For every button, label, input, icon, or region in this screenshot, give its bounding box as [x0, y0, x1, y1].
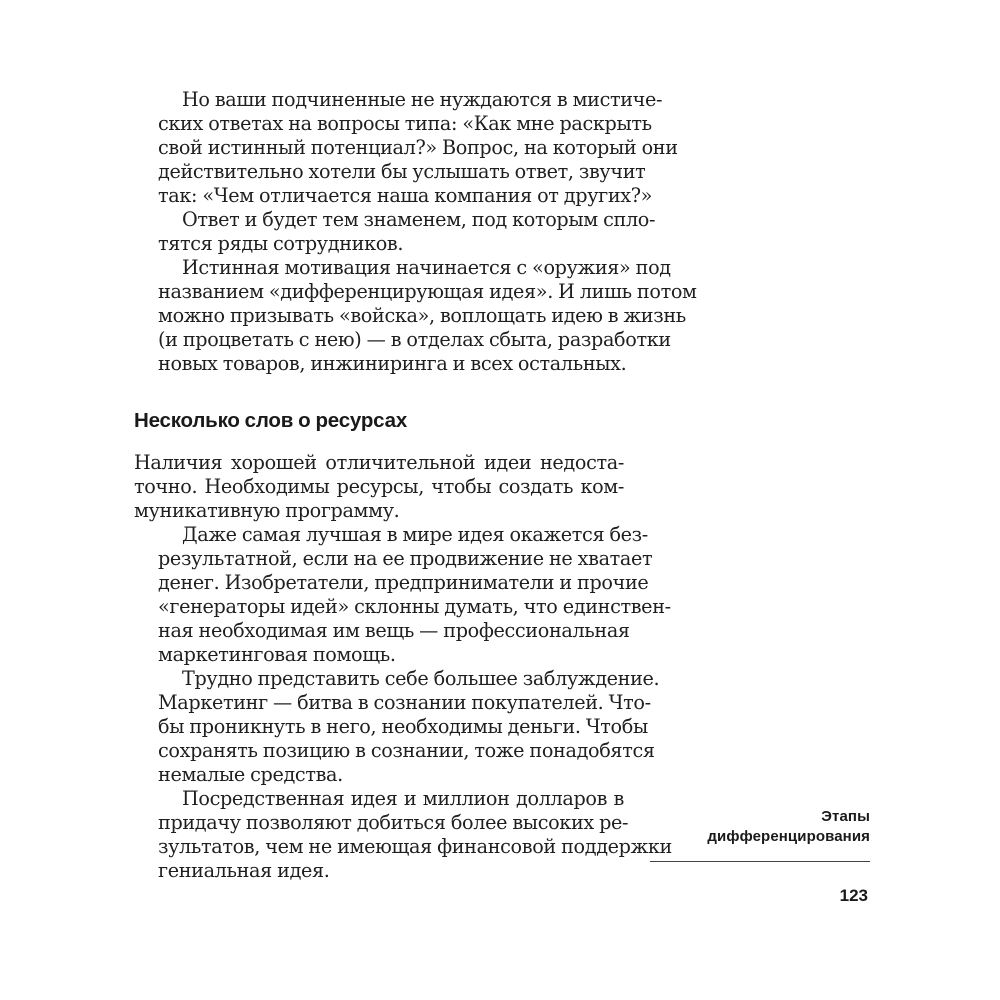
text-line: сохранять позицию в сознании, тоже понадобятся	[158, 739, 655, 762]
text-line: точно. Необходимы ресурсы, чтобы создать ком-	[134, 475, 624, 498]
text-line: Даже самая лучшая в мире идея окажется без-	[182, 523, 648, 546]
page-number: 123	[839, 886, 868, 905]
text-line: «генераторы идей» склонны думать, что единствен-	[158, 595, 671, 618]
running-head	[650, 807, 870, 847]
text-line: муникативную программу.	[134, 499, 400, 522]
text-line: (и процветать с нею) — в отделах сбыта, разработки	[158, 328, 671, 351]
paragraph	[134, 256, 697, 376]
text-line: Наличия хорошей отличительной идеи недоста-	[134, 451, 624, 474]
divider-rule	[650, 861, 870, 862]
running-head-line: Этапы	[821, 808, 870, 825]
text-line: названием «дифференцирующая идея». И лишь потом	[158, 280, 697, 303]
text-line: можно призывать «войска», воплощать идею в жизнь	[158, 304, 686, 327]
text-line: ная необходимая им вещь — профессиональная	[158, 619, 630, 642]
text-line: зультатов, чем не имеющая финансовой поддержки	[158, 835, 672, 858]
text-line: Истинная мотивация начинается с «оружия» под	[182, 256, 671, 279]
paragraph	[134, 667, 660, 787]
text-line: Трудно представить себе большее заблуждение.	[182, 667, 660, 690]
text-line: так: «Чем отличается наша компания от других?»	[158, 184, 653, 207]
text-line: придачу позволяют добиться более высоких ре-	[158, 811, 629, 834]
text-line: маркетинговая помощь.	[158, 643, 396, 666]
text-line: бы проникнуть в него, необходимы деньги. Чтобы	[158, 715, 648, 738]
text-line: ских ответах на вопросы типа: «Как мне раскрыть	[158, 112, 652, 135]
margin-column	[650, 807, 870, 906]
running-head-line: дифференцирования	[707, 828, 870, 845]
text-line: результатной, если на ее продвижение не хватает	[158, 547, 653, 570]
text-line: немалые средства.	[158, 763, 343, 786]
text-line: свой истинный потенциал?» Вопрос, на который они	[158, 136, 678, 159]
text-line: денег. Изобретатели, предприниматели и прочие	[158, 571, 649, 594]
main-text-column	[134, 88, 697, 883]
paragraph	[134, 523, 671, 667]
text-line: Посредственная идея и миллион долларов в	[182, 787, 624, 810]
text-line: гениальная идея.	[158, 859, 330, 882]
text-line: действительно хотели бы услышать ответ, звучит	[158, 160, 646, 183]
text-line: новых товаров, инжиниринга и всех остальных.	[158, 352, 627, 375]
paragraph	[134, 88, 678, 208]
paragraph	[134, 787, 672, 883]
text-line: Но ваши подчиненные не нуждаются в мистиче-	[182, 88, 663, 111]
text-line: Маркетинг — битва в сознании покупателей. Что-	[158, 691, 651, 714]
section-heading: Несколько слов о ресурсах	[134, 409, 408, 432]
paragraph	[134, 451, 624, 523]
text-line: Ответ и будет тем знаменем, под которым спло-	[182, 208, 656, 231]
paragraph	[134, 208, 656, 256]
text-line: тятся ряды сотрудников.	[158, 232, 404, 255]
